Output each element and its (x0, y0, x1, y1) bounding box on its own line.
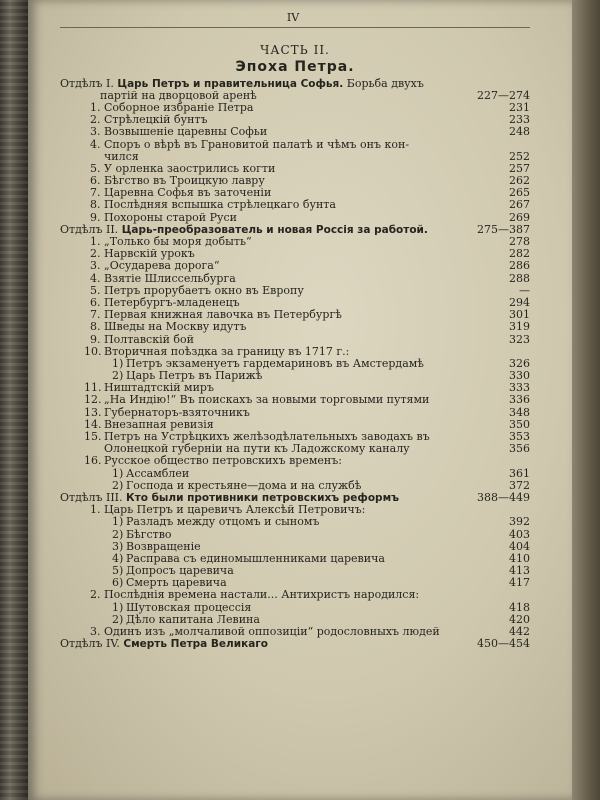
item-number: 14. (84, 417, 102, 431)
item-text: Взятіе Шлиссельбурга (104, 271, 236, 285)
item-text: „На Индію!“ Въ поискахъ за новыми торговыми путями (104, 393, 430, 407)
item-number: 2) (112, 527, 124, 541)
item-text: Петръ прорубаетъ окно въ Европу (104, 283, 304, 297)
item-number: 12. (84, 393, 102, 407)
item-text: Соборное избраніе Петра (104, 100, 254, 114)
item-text-continued: Олонецкой губерніи на пути къ Ладожскому каналу (104, 442, 410, 456)
item-page: 233 (509, 113, 530, 127)
item-number: 10. (84, 344, 102, 358)
item-text: Стрѣлецкій бунтъ (104, 113, 208, 127)
section-label: Отдѣлъ I. (60, 76, 118, 90)
toc-row (60, 260, 530, 272)
item-page: 372 (509, 478, 530, 492)
item-number: 9. (90, 332, 101, 346)
item-number: 13. (84, 405, 102, 419)
item-number: 6) (112, 576, 124, 590)
toc-row (60, 212, 530, 224)
section-pages: 227—274 (477, 88, 530, 102)
item-text: Разладъ между отцомъ и сыномъ (126, 515, 320, 529)
item-number: 7. (90, 186, 101, 200)
item-number: 2. (90, 588, 101, 602)
item-number: 2. (90, 113, 101, 127)
item-text-continued: чился (104, 149, 139, 163)
item-page: 417 (509, 576, 530, 590)
item-number: 5. (90, 161, 101, 175)
section-title-line2: партій на дворцовой аренѣ (100, 88, 257, 102)
item-text: Царь Петръ въ Парижѣ (126, 369, 263, 383)
item-text: Господа и крестьяне—дома и на службѣ (126, 478, 362, 492)
item-text: Возвышеніе царевны Софьи (104, 125, 268, 139)
toc-row (60, 199, 530, 211)
item-text: Нарвскій урокъ (104, 247, 195, 261)
item-page: 361 (509, 466, 530, 480)
item-text: Первая книжная лавочка въ Петербургѣ (104, 308, 342, 322)
item-page: 265 (509, 186, 530, 200)
item-page: — (519, 283, 530, 297)
header-rule (60, 27, 530, 28)
item-text: „Только бы моря добыть“ (104, 235, 252, 249)
item-number: 11. (84, 381, 102, 395)
toc-row (60, 334, 530, 346)
page-number: IV (286, 11, 300, 24)
item-page: 404 (509, 539, 530, 553)
item-number: 1. (90, 503, 101, 517)
item-number: 1) (112, 356, 124, 370)
page-edge (572, 0, 600, 800)
item-page: 418 (509, 600, 530, 614)
item-text: Губернаторъ-взяточникъ (104, 405, 250, 419)
item-text: Расправа съ единомышленниками царевича (126, 551, 385, 565)
item-number: 2. (90, 247, 101, 261)
item-page: 257 (509, 161, 530, 175)
item-page: 330 (509, 369, 530, 383)
item-number: 6. (90, 174, 101, 188)
item-text: У орленка заострились когти (104, 161, 276, 175)
item-text: Полтавскій бой (104, 332, 194, 346)
item-page: 403 (509, 527, 530, 541)
epoch-title: Эпоха Петра. (235, 59, 355, 76)
item-page: 442 (509, 625, 530, 639)
item-page: 356 (509, 442, 530, 456)
item-page: 252 (509, 149, 530, 163)
section-title-bold: Царь-преобразователь и новая Россія за работой. (121, 223, 428, 236)
item-page: 301 (509, 308, 530, 322)
section-label: Отдѣлъ IV. (60, 637, 124, 651)
item-page: 410 (509, 551, 530, 565)
item-text: „Осударева дорога“ (104, 259, 220, 273)
item-number: 5. (90, 283, 101, 297)
item-page: 413 (509, 564, 530, 578)
item-number: 3. (90, 259, 101, 273)
item-page: 392 (509, 515, 530, 529)
item-text: Послѣдняя вспышка стрѣлецкаго бунта (104, 198, 336, 212)
item-text: Допросъ царевича (126, 564, 234, 578)
item-number: 7. (90, 308, 101, 322)
toc-row (60, 126, 530, 138)
item-number: 15. (84, 430, 102, 444)
item-page: 248 (509, 125, 530, 139)
item-page: 269 (509, 210, 530, 224)
item-number: 3. (90, 125, 101, 139)
section-title-bold: Царь Петръ и правительница Софья. (117, 77, 344, 90)
item-number: 16. (84, 454, 102, 468)
item-number: 8. (90, 320, 101, 334)
item-number: 2) (112, 612, 124, 626)
section-label: Отдѣлъ II. (60, 222, 122, 236)
item-page: 336 (509, 393, 530, 407)
item-number: 3) (112, 539, 124, 553)
item-text: Петръ на Устрѣцкихъ желѣзодѣлательныхъ заводахъ въ (104, 430, 430, 444)
section-title-bold: Кто были противники петровскихъ реформъ (126, 491, 400, 504)
part-title: ЧАСТЬ II. (260, 43, 330, 58)
toc-row (60, 638, 530, 650)
item-number: 1) (112, 600, 124, 614)
item-text: Похороны старой Руси (104, 210, 237, 224)
toc-row (60, 78, 530, 90)
item-number: 2) (112, 369, 124, 383)
item-text: Внезапная ревизія (104, 417, 214, 431)
toc-list (60, 78, 530, 651)
toc-row (60, 480, 530, 492)
item-page: 353 (509, 430, 530, 444)
item-text: Смерть царевича (126, 576, 227, 590)
item-text: Дѣло капитана Левина (126, 612, 260, 626)
item-number: 1) (112, 515, 124, 529)
item-number: 1) (112, 466, 124, 480)
item-page: 333 (509, 381, 530, 395)
item-number: 1. (90, 235, 101, 249)
section-pages: 275—387 (477, 222, 530, 236)
section-title-rest: Борьба двухъ (343, 76, 424, 90)
item-number: 5) (112, 564, 124, 578)
toc-row (60, 626, 530, 638)
toc-row (60, 273, 530, 285)
toc-row (60, 139, 530, 151)
item-page: 262 (509, 174, 530, 188)
toc-row (60, 589, 530, 601)
item-number: 9. (90, 210, 101, 224)
item-page: 319 (509, 320, 530, 334)
section-title (60, 638, 268, 650)
item-page: 350 (509, 417, 530, 431)
item-number: 4. (90, 137, 101, 151)
item-text: Ассамблеи (126, 466, 190, 480)
toc-row (60, 468, 530, 480)
item-number: 4) (112, 551, 124, 565)
item-text: Царевна Софья въ заточеніи (104, 186, 272, 200)
section-title (60, 78, 424, 90)
book-spine (0, 0, 28, 800)
item-text: Петръ экзаменуетъ гардемариновъ въ Амстердамѣ (126, 356, 424, 370)
item-text: Одинъ изъ „молчаливой оппозиціи“ родословныхъ людей (104, 625, 440, 639)
item-page: 267 (509, 198, 530, 212)
item-text: Петербургъ-младенецъ (104, 295, 240, 309)
item-page: 420 (509, 612, 530, 626)
section-label: Отдѣлъ III. (60, 490, 127, 504)
item-page: 288 (509, 271, 530, 285)
item-text: Ништадтскій миръ (104, 381, 214, 395)
toc-row (60, 321, 530, 333)
toc-row (60, 516, 530, 528)
item-number: 4. (90, 271, 101, 285)
item-page: 323 (509, 332, 530, 346)
item-page: 294 (509, 295, 530, 309)
item-text: Шведы на Москву идутъ (104, 320, 247, 334)
item-text: Русское общество петровскихъ временъ: (104, 454, 342, 468)
item-page: 348 (509, 405, 530, 419)
item-number: 6. (90, 295, 101, 309)
item-text: Возвращеніе (126, 539, 201, 553)
item-text: Споръ о вѣрѣ въ Грановитой палатѣ и чѣмъ онъ кон- (104, 137, 410, 151)
item-page: 278 (509, 235, 530, 249)
section-pages: 388—449 (477, 490, 530, 504)
item-text: Вторичная поѣздка за границу въ 1717 г.: (104, 344, 350, 358)
item-number: 1. (90, 100, 101, 114)
item-page: 326 (509, 356, 530, 370)
item-page: 231 (509, 100, 530, 114)
item-page: 286 (509, 259, 530, 273)
item-text: Послѣднія времена настали... Антихристъ народился: (104, 588, 420, 602)
toc-row (60, 455, 530, 467)
item-number: 8. (90, 198, 101, 212)
item-number: 2) (112, 478, 124, 492)
table-of-contents (60, 12, 530, 650)
item-text: Бѣгство (126, 527, 172, 541)
item-number: 3. (90, 625, 101, 639)
item-text: Царь Петръ и царевичъ Алексѣй Петровичъ: (104, 503, 366, 517)
item-text: Бѣгство въ Троицкую лавру (104, 174, 265, 188)
item-text: Шутовская процессія (126, 600, 252, 614)
toc-row (60, 394, 530, 406)
section-pages: 450—454 (477, 637, 530, 651)
section-title-bold: Смерть Петра Великаго (123, 638, 269, 651)
item-page: 282 (509, 247, 530, 261)
toc-row (60, 529, 530, 541)
